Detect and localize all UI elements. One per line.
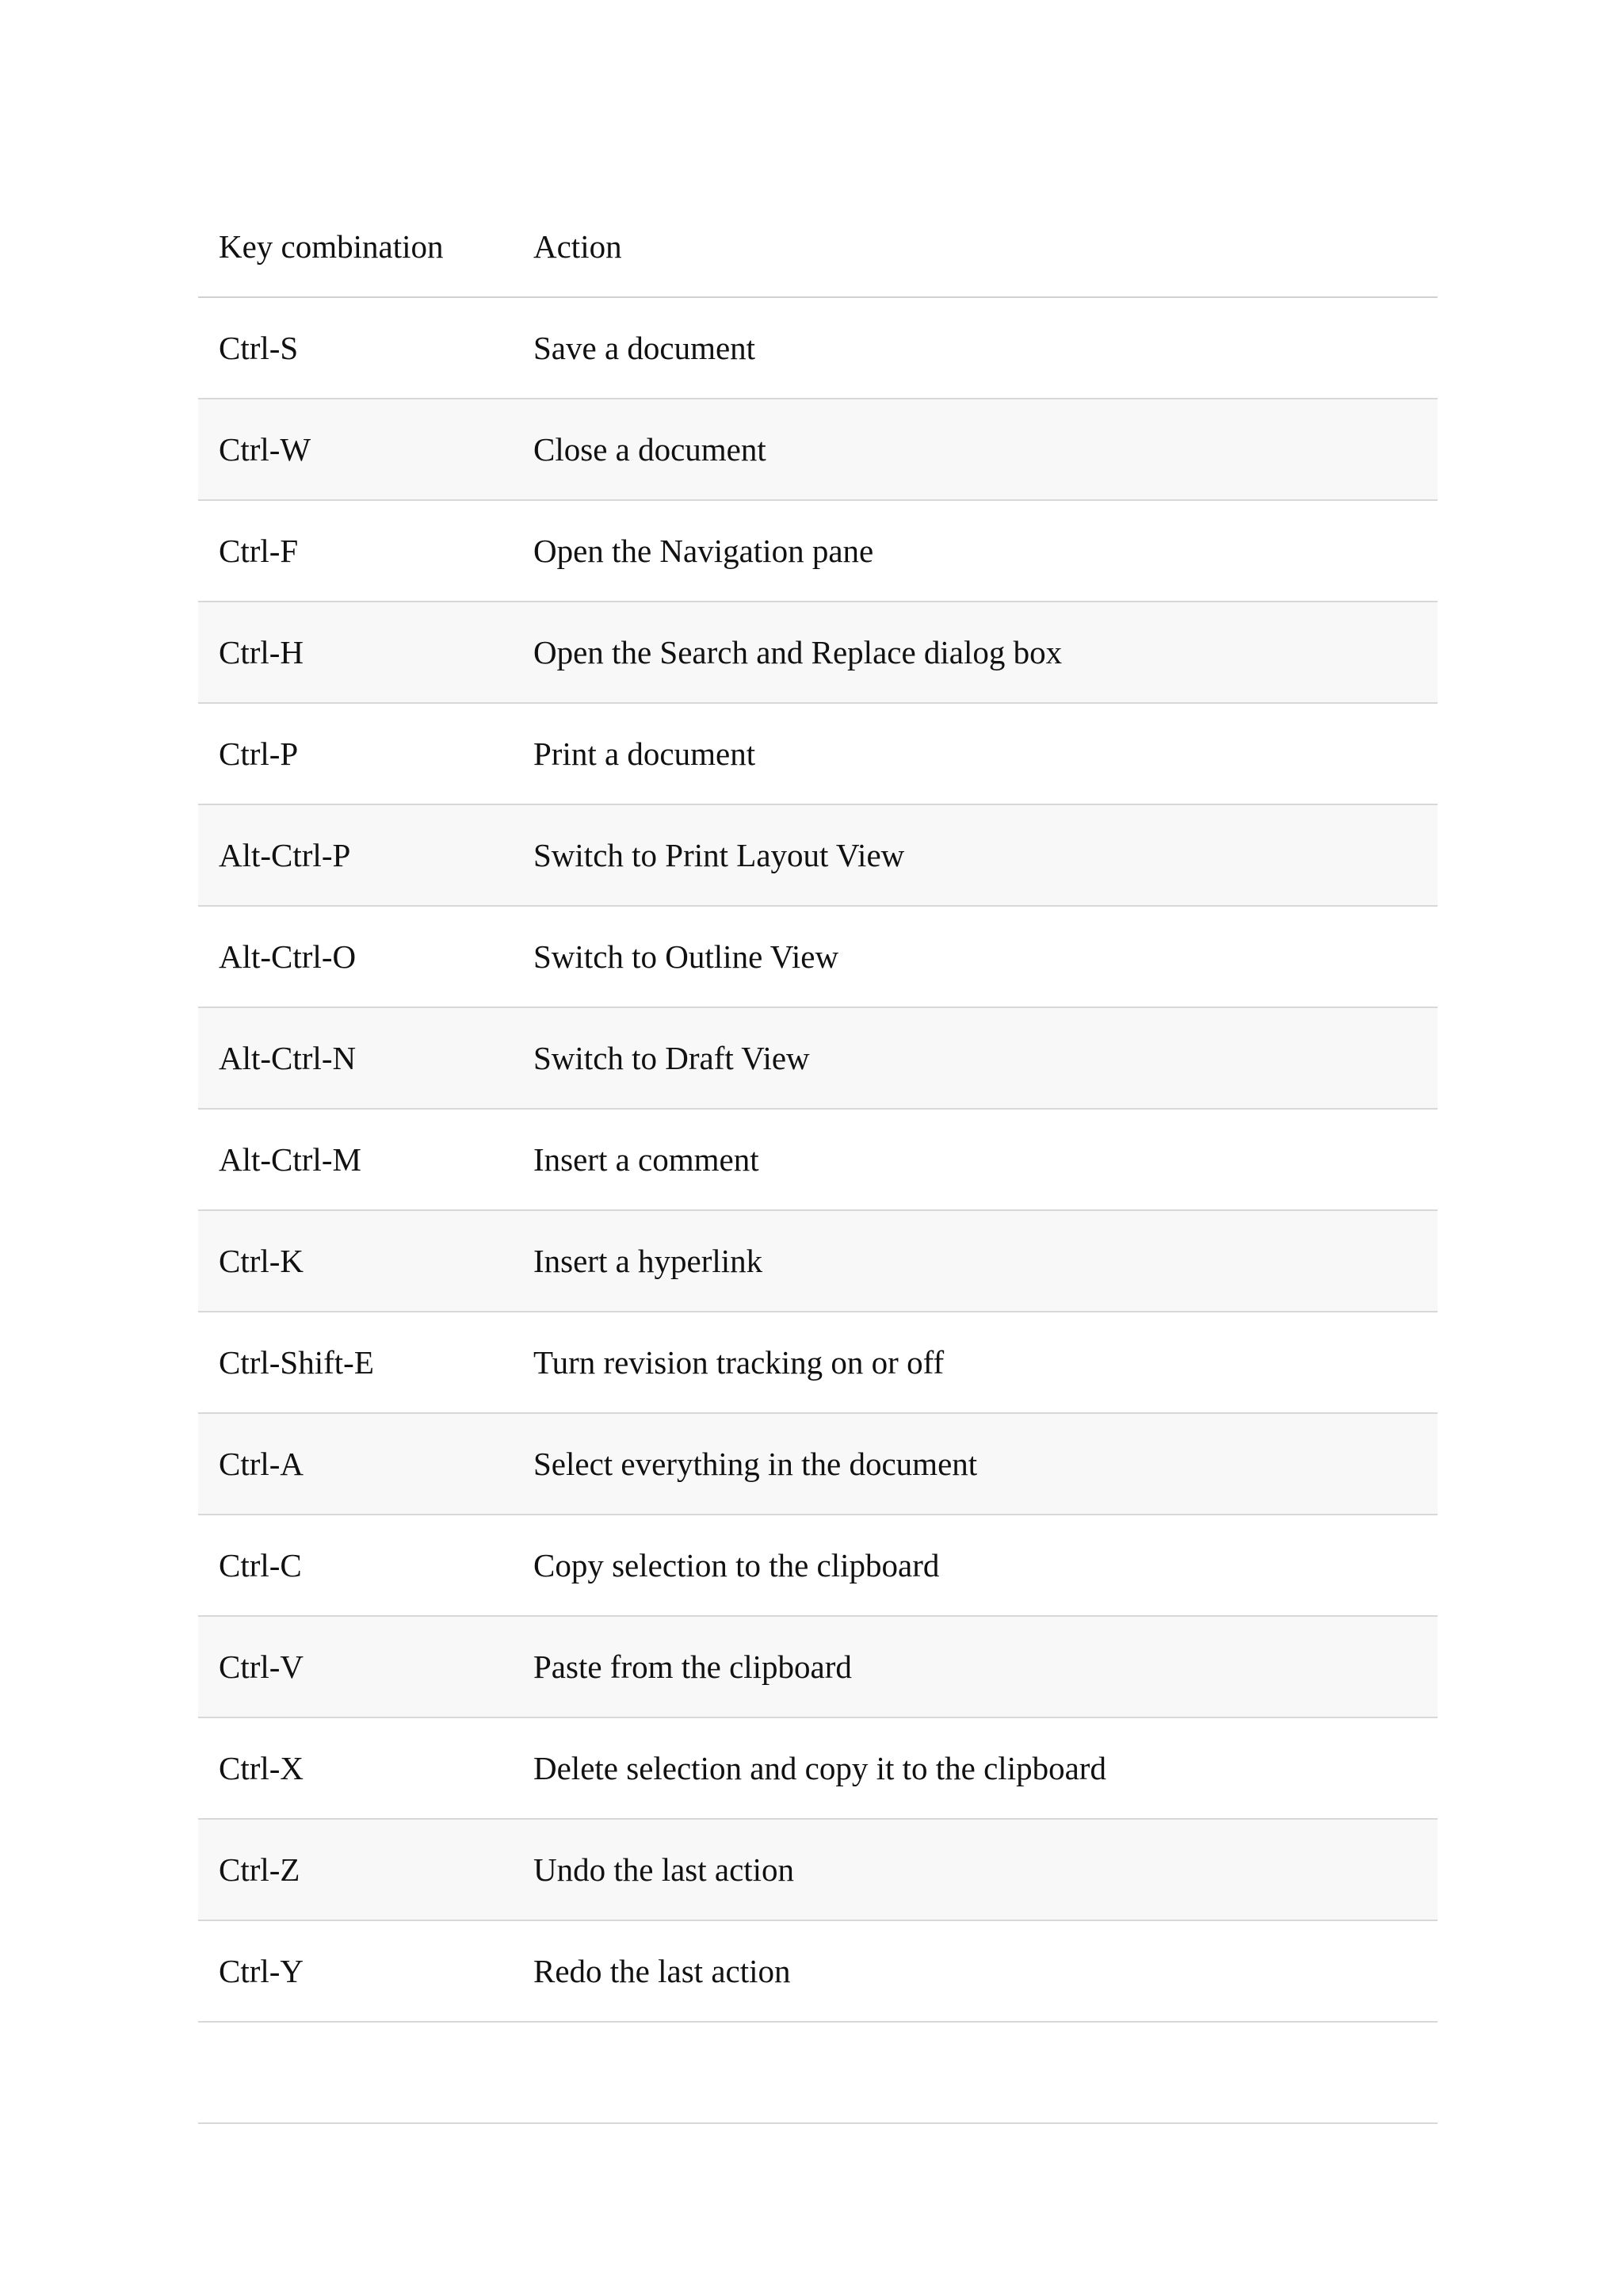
- table-row: [198, 1007, 1438, 1109]
- keyboard-shortcuts-table: [198, 197, 1438, 2124]
- action-cell: Insert a comment: [513, 1109, 1438, 1210]
- action-cell: Copy selection to the clipboard: [513, 1515, 1438, 1616]
- key-cell: Ctrl-P: [198, 703, 513, 804]
- action-cell: Close a document: [513, 399, 1438, 500]
- table-row: [198, 399, 1438, 500]
- key-cell: Ctrl-W: [198, 399, 513, 500]
- table-row: [198, 1413, 1438, 1515]
- key-cell: Ctrl-C: [198, 1515, 513, 1616]
- action-cell: Switch to Print Layout View: [513, 804, 1438, 906]
- key-cell: Ctrl-S: [198, 297, 513, 399]
- action-cell: Delete selection and copy it to the clipboard: [513, 1717, 1438, 1819]
- table-row: [198, 1717, 1438, 1819]
- action-cell: Undo the last action: [513, 1819, 1438, 1920]
- table-row: [198, 1920, 1438, 2022]
- empty-cell: [513, 2022, 1438, 2123]
- action-cell: Open the Search and Replace dialog box: [513, 602, 1438, 703]
- header-key-combination: Key combination: [198, 197, 513, 297]
- action-cell: Paste from the clipboard: [513, 1616, 1438, 1717]
- table-row: [198, 1616, 1438, 1717]
- action-cell: Print a document: [513, 703, 1438, 804]
- table-row: [198, 297, 1438, 399]
- table-row: [198, 906, 1438, 1007]
- table-row: [198, 602, 1438, 703]
- key-cell: Ctrl-Shift-E: [198, 1312, 513, 1413]
- table-row: [198, 500, 1438, 602]
- action-cell: Open the Navigation pane: [513, 500, 1438, 602]
- key-cell: Ctrl-Z: [198, 1819, 513, 1920]
- header-action: Action: [513, 197, 1438, 297]
- table-body: [198, 297, 1438, 2123]
- key-cell: Alt-Ctrl-P: [198, 804, 513, 906]
- table-row: [198, 1515, 1438, 1616]
- table-row: [198, 703, 1438, 804]
- action-cell: Turn revision tracking on or off: [513, 1312, 1438, 1413]
- table-row: [198, 804, 1438, 906]
- action-cell: Select everything in the document: [513, 1413, 1438, 1515]
- table-row: [198, 1819, 1438, 1920]
- empty-cell: [198, 2022, 513, 2123]
- key-cell: Alt-Ctrl-O: [198, 906, 513, 1007]
- action-cell: Redo the last action: [513, 1920, 1438, 2022]
- table-header: [198, 197, 1438, 297]
- key-cell: Ctrl-H: [198, 602, 513, 703]
- empty-table-row: [198, 2022, 1438, 2123]
- key-cell: Ctrl-K: [198, 1210, 513, 1312]
- key-cell: Ctrl-Y: [198, 1920, 513, 2022]
- table-row: [198, 1312, 1438, 1413]
- key-cell: Alt-Ctrl-M: [198, 1109, 513, 1210]
- action-cell: Insert a hyperlink: [513, 1210, 1438, 1312]
- action-cell: Switch to Outline View: [513, 906, 1438, 1007]
- key-cell: Ctrl-X: [198, 1717, 513, 1819]
- table-row: [198, 1210, 1438, 1312]
- key-cell: Ctrl-A: [198, 1413, 513, 1515]
- table-header-row: [198, 197, 1438, 297]
- table-row: [198, 1109, 1438, 1210]
- key-cell: Ctrl-V: [198, 1616, 513, 1717]
- key-cell: Ctrl-F: [198, 500, 513, 602]
- key-cell: Alt-Ctrl-N: [198, 1007, 513, 1109]
- action-cell: Switch to Draft View: [513, 1007, 1438, 1109]
- action-cell: Save a document: [513, 297, 1438, 399]
